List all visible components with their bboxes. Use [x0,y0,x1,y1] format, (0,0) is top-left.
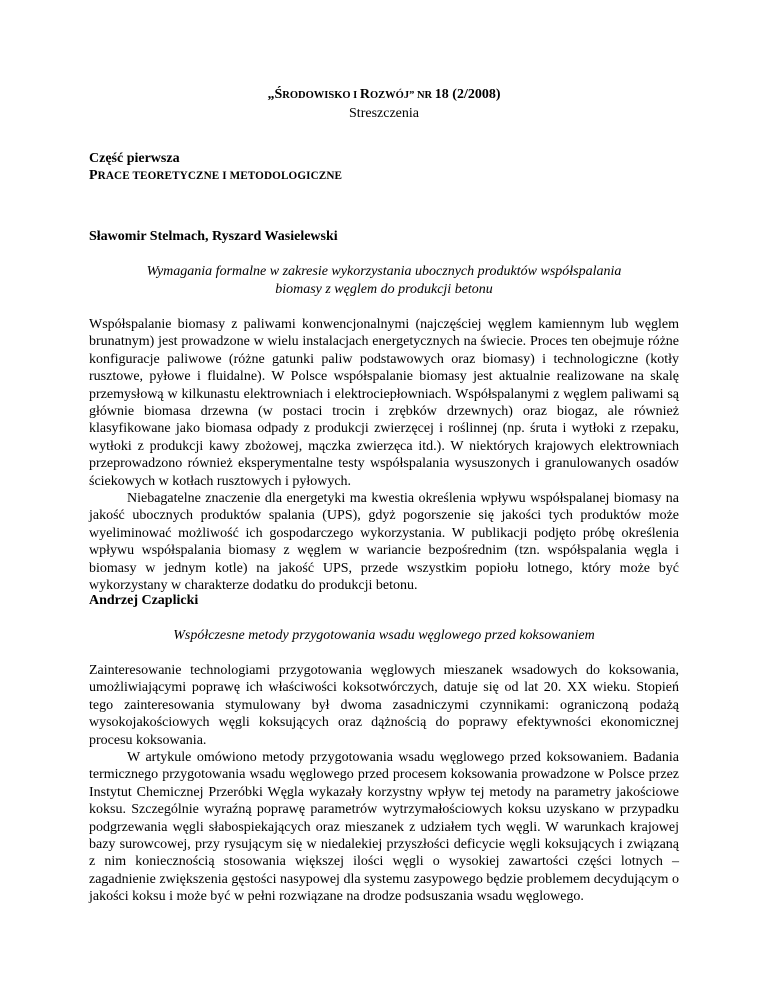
abstract-paragraph: Współspalanie biomasy z paliwami konwencjonalnymi (najczęściej węglem kamiennym lub węglem brunatnym) jest prowadzone w wielu instalacjach energetycznych na świecie. Proces ten obejmuje różne konfiguracje paliwowe (różne gatunki paliw podstawowych oraz biomasy) i technologiczne (kotły rusztowe, pyłowe i fluidalne). W Polsce współspalanie biomasy jest aktualnie realizowane na skalę przemysłową w kilkunastu elektrowniach i elektrociepłowniach. Współspalanymi z węglem paliwami są głównie biomasa drzewna (w postaci trocin i zrębków drzewnych) oraz biogaz, ale również klasyfikowane jako biomasa odpady z produkcji zwierzęcej i roślinnej (np. śruta i wytłoki z rzepaku, wytłoki z produkcji kawy zbożowej, mączka zwierzęca itd.). W niektórych krajowych elektrowniach przeprowadzono również eksperymentalne testy współspalania wysuszonych i granulowanych osadów ściekowych w kotłach rusztowych i pyłowych. [89,317,679,489]
article-title: Wymagania formalne w zakresie wykorzystania ubocznych produktów współspalania biomasy z węglem do produkcji betonu [146,264,622,297]
article-1 [89,228,679,595]
section-subtitle-rest: RACE TEORETYCZNE I METODOLOGICZNE [97,170,343,182]
journal-title-part1: RODOWISKO I [282,90,360,101]
journal-title-initial: „Ś [267,87,283,102]
article-authors: Andrzej Czaplicki [89,593,199,608]
article-authors: Sławomir Stelmach, Ryszard Wasielewski [89,229,338,244]
document-subtitle: Streszczenia [349,106,419,121]
journal-issue: 18 (2/2008) [434,87,501,102]
section-subtitle [89,167,679,185]
section-title: Część pierwsza [89,151,180,166]
section-subtitle-initial: P [89,168,98,183]
article-abstract [89,316,679,595]
section-heading [89,150,679,185]
article-2 [89,592,679,906]
abstract-paragraph: Zainteresowanie technologiami przygotowania węglowych mieszanek wsadowych do koksowania, umożliwiającymi poprawę ich właściwości koksotwórczych, datuje się od lat 20. XX wieku. Stopień tego zainteresowania stymulowany był dwoma zasadniczymi czynnikami: ograniczoną podażą wysokojakościowych węgli koksujących oraz dążnością do poprawy efektywności ekonomicznej procesu koksowania. [89,663,679,748]
article-abstract [89,662,679,906]
journal-title [89,86,679,105]
document-header [89,86,679,123]
abstract-paragraph: W artykule omówiono metody przygotowania wsadu węglowego przed koksowaniem. Badania termicznego przygotowania wsadu węglowego przed procesem koksowania prowadzone w Polsce przez Instytut Chemicznej Przeróbki Węgla wykazały korzystny wpływ tej metody na parametry jakościowe koksu. Szczególnie wyraźną poprawę parametrów wytrzymałościowych koksu uzyskano w przypadku podgrzewania węgli słabospiekających oraz mieszanek z udziałem tych węgli. W warunkach krajowej bazy surowcowej, przy rysującym się w niedalekiej przyszłości deficycie węgli koksujących i związaną z nim koniecznością stosowania większej ilości węgli o wysokiej zawartości części lotnych – zagadnienie zwiększenia gęstości nasypowej dla systemu zasypowego będzie problemem decydującym o jakości koksu i może być w pełni rozwiązane na drodze podsuszania wsadu węglowego. [89,750,679,905]
journal-title-part2: OZWÓJ” NR [370,90,435,101]
abstract-paragraph: Niebagatelne znaczenie dla energetyki ma kwestia określenia wpływu współspalanej biomasy na jakość ubocznych produktów spalania (UPS), gdyż pogorszenie się jakości tych produktów może wyeliminować możliwość ich gospodarczego wykorzystania. W publikacji podjęto próbę określenia wpływu współspalania biomasy z węglem w wariancie bezpośrednim (tzn. współspalania węgla i biomasy w jednym kotle) na jakość UPS, przede wszystkim popiołu lotnego, który może być wykorzystany w charakterze dodatku do produkcji betonu. [89,491,679,594]
article-title: Współczesne metody przygotowania wsadu węglowego przed koksowaniem [173,628,595,643]
journal-title-initial-r: R [359,87,371,102]
